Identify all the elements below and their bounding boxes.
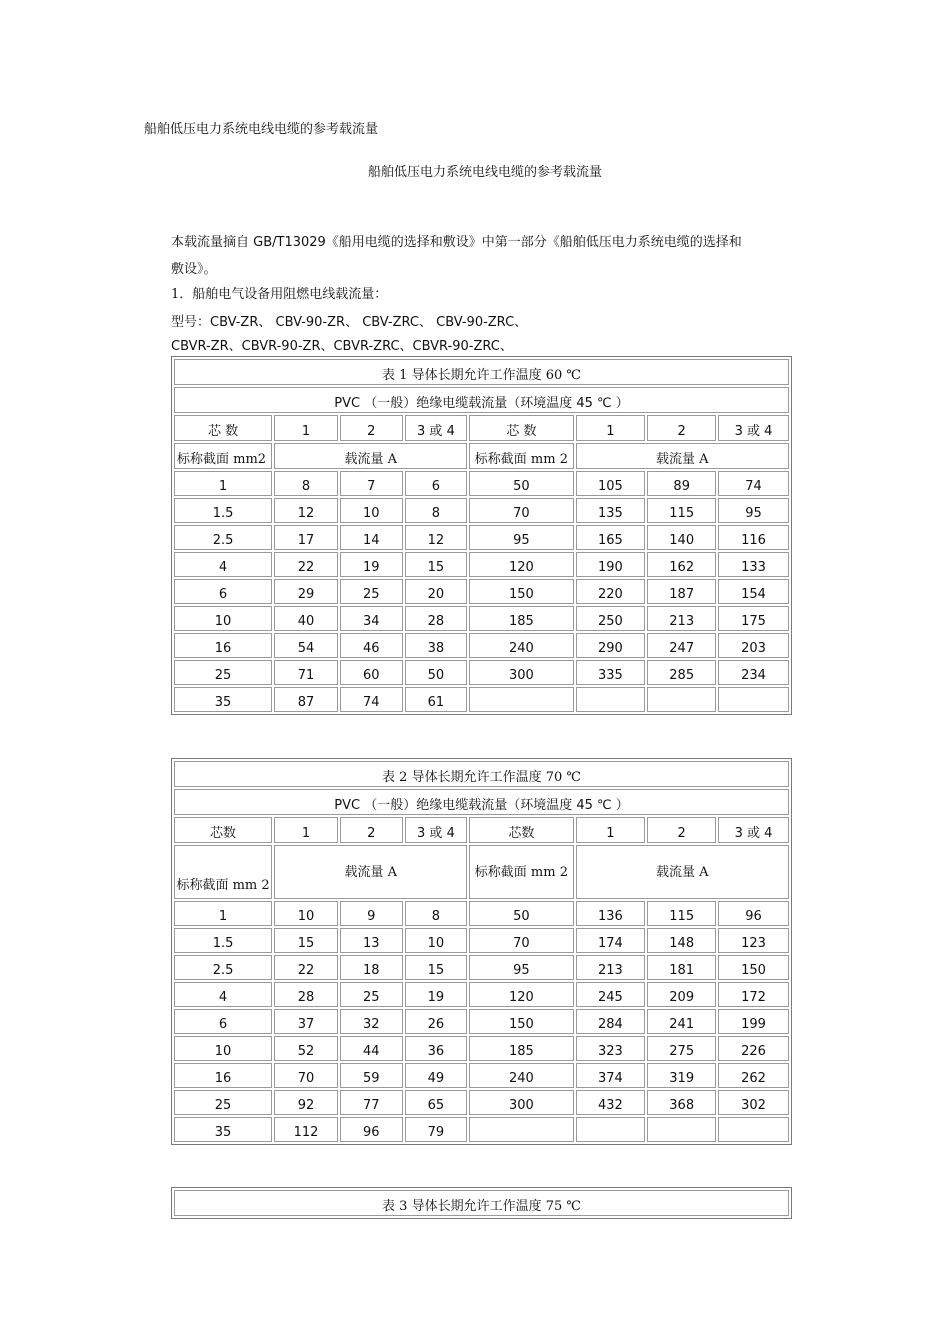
table-cell: 135 xyxy=(576,498,646,523)
table-cell: 18 xyxy=(340,955,403,980)
table-cell: 8 xyxy=(274,471,338,496)
table-cell: 70 xyxy=(469,498,573,523)
table-cell: 240 xyxy=(469,633,573,658)
table-cell: 300 xyxy=(469,660,573,685)
table-cell: 199 xyxy=(718,1009,789,1034)
table-cell: 1.5 xyxy=(174,928,272,953)
table-cell: 285 xyxy=(647,660,716,685)
table-cell: 2.5 xyxy=(174,525,272,550)
table-cell: 17 xyxy=(274,525,338,550)
table-row xyxy=(174,606,789,631)
table-cell: 335 xyxy=(576,660,646,685)
table-cell: 240 xyxy=(469,1063,573,1088)
table-cell: 374 xyxy=(576,1063,646,1088)
table-1-core-label-b: 芯 数 xyxy=(469,415,573,441)
models-line-1: 型号：CBV-ZR、 CBV-90-ZR、 CBV-ZRC、 CBV-90-ZRC、 xyxy=(171,315,528,330)
table-cell: 150 xyxy=(469,1009,573,1034)
table-cell: 71 xyxy=(274,660,338,685)
table-cell: 15 xyxy=(405,552,468,577)
table-1-core-label: 芯 数 xyxy=(174,415,272,441)
table-cell: 38 xyxy=(405,633,468,658)
table-cell: 148 xyxy=(647,928,716,953)
table-cell: 52 xyxy=(274,1036,338,1061)
table-1-core-2: 2 xyxy=(340,415,403,441)
table-cell: 220 xyxy=(576,579,646,604)
table-1-core-1: 1 xyxy=(274,415,338,441)
table-cell: 20 xyxy=(405,579,468,604)
table-row xyxy=(174,901,789,926)
table-cell: 14 xyxy=(340,525,403,550)
table-cell: 1 xyxy=(174,471,272,496)
table-cell: 175 xyxy=(718,606,789,631)
table-row xyxy=(174,1117,789,1142)
table-cell: 368 xyxy=(647,1090,716,1115)
table-row xyxy=(174,1009,789,1034)
table-cell: 13 xyxy=(340,928,403,953)
table-row xyxy=(174,928,789,953)
table-row xyxy=(174,498,789,523)
table-cell: 185 xyxy=(469,1036,573,1061)
table-2-core-label: 芯数 xyxy=(174,817,272,843)
table-cell: 10 xyxy=(405,928,468,953)
table-cell: 234 xyxy=(718,660,789,685)
table-2-subtitle: PVC （一般）绝缘电缆载流量（环境温度 45 ℃ ） xyxy=(174,789,789,815)
table-cell: 50 xyxy=(469,471,573,496)
table-cell: 319 xyxy=(647,1063,716,1088)
table-row xyxy=(174,633,789,658)
table-cell: 65 xyxy=(405,1090,468,1115)
table-1-section-label-b: 标称截面 mm 2 xyxy=(469,443,573,469)
table-row xyxy=(174,579,789,604)
table-cell: 25 xyxy=(174,660,272,685)
table-1-subtitle: PVC （一般）绝缘电缆载流量（环境温度 45 ℃ ） xyxy=(174,387,789,413)
table-row xyxy=(174,982,789,1007)
table-1-core-3-4: 3 或 4 xyxy=(405,415,468,441)
table-cell: 8 xyxy=(405,498,468,523)
table-cell: 116 xyxy=(718,525,789,550)
table-cell: 7 xyxy=(340,471,403,496)
table-2-core-3-4-b: 3 或 4 xyxy=(718,817,789,843)
table-cell: 284 xyxy=(576,1009,646,1034)
doc-title: 船舶低压电力系统电线电缆的参考载流量 xyxy=(367,165,602,180)
table-cell: 10 xyxy=(340,498,403,523)
table-cell: 16 xyxy=(174,633,272,658)
table-2-core-1: 1 xyxy=(274,817,338,843)
table-cell: 150 xyxy=(718,955,789,980)
table-cell: 28 xyxy=(274,982,338,1007)
table-cell: 275 xyxy=(647,1036,716,1061)
table-1-core-3-4-b: 3 或 4 xyxy=(718,415,789,441)
table-cell: 19 xyxy=(340,552,403,577)
table-cell: 115 xyxy=(647,901,716,926)
table-cell: 15 xyxy=(274,928,338,953)
table-2-current-label: 载流量 A xyxy=(274,845,467,899)
table-1-core-2-b: 2 xyxy=(647,415,716,441)
current-table-2 xyxy=(171,758,792,1145)
table-cell xyxy=(469,687,573,712)
table-cell: 6 xyxy=(405,471,468,496)
table-cell xyxy=(718,1117,789,1142)
table-cell: 4 xyxy=(174,982,272,1007)
table-2-title: 表 2 导体长期允许工作温度 70 ℃ xyxy=(174,761,789,787)
table-2-section-label-b: 标称截面 mm 2 xyxy=(469,845,573,899)
intro-line-2: 敷设》。 xyxy=(171,262,217,277)
table-cell xyxy=(576,1117,646,1142)
table-cell: 79 xyxy=(405,1117,468,1142)
table-cell: 290 xyxy=(576,633,646,658)
table-cell: 26 xyxy=(405,1009,468,1034)
table-2-core-label-b: 芯数 xyxy=(469,817,573,843)
table-cell: 25 xyxy=(340,579,403,604)
table-cell: 187 xyxy=(647,579,716,604)
table-cell: 92 xyxy=(274,1090,338,1115)
table-cell: 44 xyxy=(340,1036,403,1061)
table-cell xyxy=(647,1117,716,1142)
table-cell: 1.5 xyxy=(174,498,272,523)
table-cell: 190 xyxy=(576,552,646,577)
table-cell: 6 xyxy=(174,1009,272,1034)
table-cell: 4 xyxy=(174,552,272,577)
table-cell: 209 xyxy=(647,982,716,1007)
table-cell: 165 xyxy=(576,525,646,550)
table-cell: 1 xyxy=(174,901,272,926)
table-row xyxy=(174,687,789,712)
table-cell: 10 xyxy=(174,606,272,631)
table-cell: 87 xyxy=(274,687,338,712)
table-row xyxy=(174,552,789,577)
table-cell: 96 xyxy=(718,901,789,926)
table-cell xyxy=(576,687,646,712)
table-cell: 32 xyxy=(340,1009,403,1034)
table-2-core-2-b: 2 xyxy=(647,817,716,843)
table-cell xyxy=(718,687,789,712)
table-cell: 105 xyxy=(576,471,646,496)
table-cell: 46 xyxy=(340,633,403,658)
table-2-core-2: 2 xyxy=(340,817,403,843)
table-1-core-1-b: 1 xyxy=(576,415,646,441)
table-cell: 241 xyxy=(647,1009,716,1034)
table-cell: 60 xyxy=(340,660,403,685)
table-cell: 16 xyxy=(174,1063,272,1088)
table-cell: 300 xyxy=(469,1090,573,1115)
table-row xyxy=(174,660,789,685)
table-cell: 133 xyxy=(718,552,789,577)
table-cell: 174 xyxy=(576,928,646,953)
table-cell: 22 xyxy=(274,552,338,577)
table-cell: 25 xyxy=(174,1090,272,1115)
table-cell: 213 xyxy=(647,606,716,631)
table-cell: 29 xyxy=(274,579,338,604)
table-cell: 181 xyxy=(647,955,716,980)
table-row xyxy=(174,525,789,550)
table-row xyxy=(174,1090,789,1115)
table-cell: 8 xyxy=(405,901,468,926)
table-1-current-label-b: 载流量 A xyxy=(576,443,790,469)
table-cell: 40 xyxy=(274,606,338,631)
intro-line-1: 本载流量摘自 GB/T13029《船用电缆的选择和敷设》中第一部分《船舶低压电力系统电缆的选择和 xyxy=(171,235,742,250)
table-cell: 162 xyxy=(647,552,716,577)
table-cell: 120 xyxy=(469,552,573,577)
table-cell: 37 xyxy=(274,1009,338,1034)
table-cell: 123 xyxy=(718,928,789,953)
doc-header: 船舶低压电力系统电线电缆的参考载流量 xyxy=(144,122,379,137)
table-1-current-label: 载流量 A xyxy=(274,443,467,469)
table-cell: 74 xyxy=(340,687,403,712)
table-cell: 9 xyxy=(340,901,403,926)
table-cell: 96 xyxy=(340,1117,403,1142)
table-cell: 89 xyxy=(647,471,716,496)
table-cell: 35 xyxy=(174,1117,272,1142)
table-cell: 70 xyxy=(469,928,573,953)
table-cell: 50 xyxy=(405,660,468,685)
table-cell: 54 xyxy=(274,633,338,658)
table-row xyxy=(174,1036,789,1061)
table-cell: 432 xyxy=(576,1090,646,1115)
table-row xyxy=(174,471,789,496)
table-cell: 34 xyxy=(340,606,403,631)
table-cell: 28 xyxy=(405,606,468,631)
table-3-title: 表 3 导体长期允许工作温度 75 ℃ xyxy=(174,1190,789,1216)
table-cell: 95 xyxy=(718,498,789,523)
table-cell: 115 xyxy=(647,498,716,523)
table-cell: 36 xyxy=(405,1036,468,1061)
table-cell: 74 xyxy=(718,471,789,496)
table-cell: 140 xyxy=(647,525,716,550)
table-cell: 50 xyxy=(469,901,573,926)
table-cell: 185 xyxy=(469,606,573,631)
table-cell xyxy=(647,687,716,712)
table-cell: 112 xyxy=(274,1117,338,1142)
table-cell: 25 xyxy=(340,982,403,1007)
table-cell: 12 xyxy=(274,498,338,523)
table-cell: 136 xyxy=(576,901,646,926)
table-cell: 172 xyxy=(718,982,789,1007)
current-table-1 xyxy=(171,356,792,715)
table-cell: 59 xyxy=(340,1063,403,1088)
table-cell: 77 xyxy=(340,1090,403,1115)
table-2-section-label: 标称截面 mm 2 xyxy=(174,845,272,899)
table-cell xyxy=(469,1117,573,1142)
table-cell: 247 xyxy=(647,633,716,658)
table-cell: 245 xyxy=(576,982,646,1007)
current-table-3 xyxy=(171,1187,792,1219)
table-cell: 150 xyxy=(469,579,573,604)
table-cell: 120 xyxy=(469,982,573,1007)
table-1-title: 表 1 导体长期允许工作温度 60 ℃ xyxy=(174,359,789,385)
models-line-2: CBVR-ZR、CBVR-90-ZR、CBVR-ZRC、CBVR-90-ZRC、 xyxy=(171,339,513,354)
table-1-section-label: 标称截面 mm2 xyxy=(174,443,272,469)
table-cell: 95 xyxy=(469,955,573,980)
table-cell: 2.5 xyxy=(174,955,272,980)
table-cell: 19 xyxy=(405,982,468,1007)
table-cell: 12 xyxy=(405,525,468,550)
table-cell: 10 xyxy=(274,901,338,926)
table-cell: 226 xyxy=(718,1036,789,1061)
table-cell: 70 xyxy=(274,1063,338,1088)
table-cell: 213 xyxy=(576,955,646,980)
table-row xyxy=(174,955,789,980)
table-cell: 154 xyxy=(718,579,789,604)
table-2-current-label-b: 载流量 A xyxy=(576,845,790,899)
table-cell: 6 xyxy=(174,579,272,604)
table-2-core-1-b: 1 xyxy=(576,817,646,843)
table-cell: 49 xyxy=(405,1063,468,1088)
section-1-heading: 1．船舶电气设备用阻燃电线载流量： xyxy=(171,287,388,302)
table-cell: 262 xyxy=(718,1063,789,1088)
table-cell: 250 xyxy=(576,606,646,631)
table-cell: 61 xyxy=(405,687,468,712)
table-cell: 15 xyxy=(405,955,468,980)
table-cell: 302 xyxy=(718,1090,789,1115)
table-row xyxy=(174,1063,789,1088)
table-cell: 95 xyxy=(469,525,573,550)
table-cell: 35 xyxy=(174,687,272,712)
table-cell: 323 xyxy=(576,1036,646,1061)
table-cell: 203 xyxy=(718,633,789,658)
table-cell: 10 xyxy=(174,1036,272,1061)
table-2-core-3-4: 3 或 4 xyxy=(405,817,468,843)
table-cell: 22 xyxy=(274,955,338,980)
